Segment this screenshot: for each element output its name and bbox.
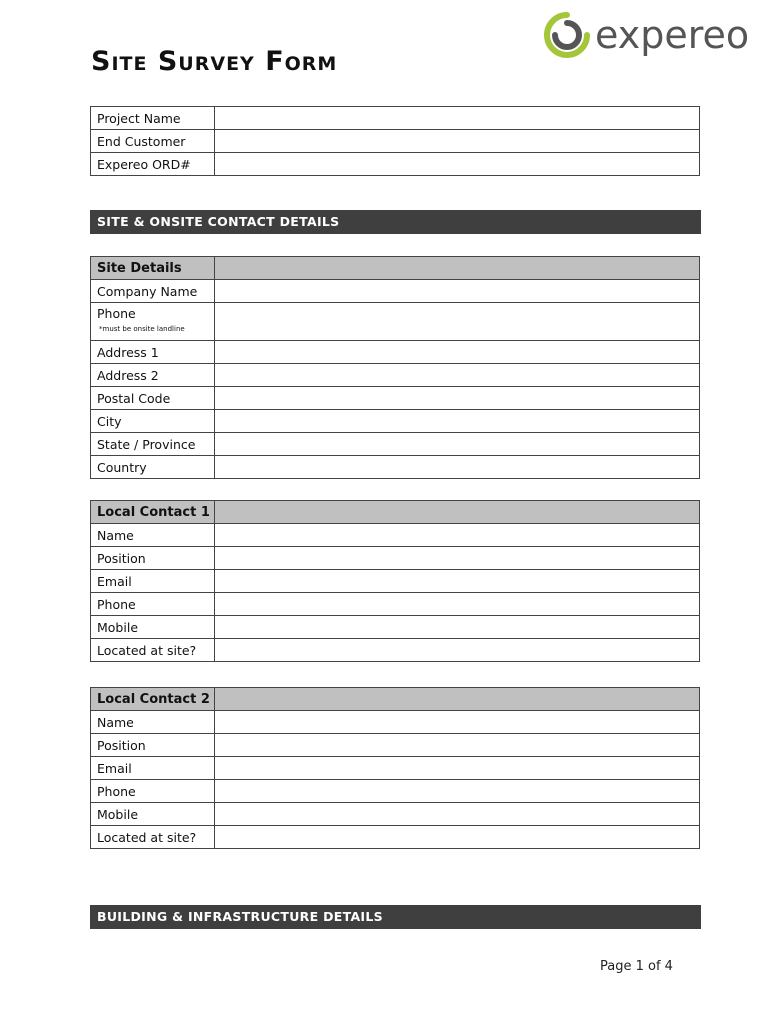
row-label: Project Name <box>91 107 215 130</box>
table-row <box>91 410 700 433</box>
table-row <box>91 456 700 479</box>
table-header-row <box>91 501 700 524</box>
section-bar-contact-details: SITE & ONSITE CONTACT DETAILS <box>90 210 701 234</box>
row-label: Country <box>91 456 215 479</box>
row-label: Position <box>91 734 215 757</box>
table-row <box>91 803 700 826</box>
row-value-field[interactable] <box>215 803 700 826</box>
row-value-field[interactable] <box>215 303 700 341</box>
row-value-field[interactable] <box>215 130 700 153</box>
row-label: Position <box>91 547 215 570</box>
row-value-field[interactable] <box>215 711 700 734</box>
table-row <box>91 639 700 662</box>
table-row <box>91 364 700 387</box>
local-contact-1-table <box>90 500 700 662</box>
row-label: End Customer <box>91 130 215 153</box>
expereo-swirl-icon <box>543 11 591 59</box>
row-value-field[interactable] <box>215 826 700 849</box>
table-heading-fill <box>215 688 700 711</box>
table-row <box>91 387 700 410</box>
site-details-table <box>90 256 700 479</box>
table-header-row <box>91 688 700 711</box>
table-row <box>91 711 700 734</box>
table-row <box>91 593 700 616</box>
row-value-field[interactable] <box>215 153 700 176</box>
page-number: Page 1 of 4 <box>600 959 673 974</box>
table-heading: Site Details <box>91 257 215 280</box>
row-label: Mobile <box>91 616 215 639</box>
row-value-field[interactable] <box>215 734 700 757</box>
table-row <box>91 734 700 757</box>
table-row <box>91 826 700 849</box>
row-label: Phone <box>97 306 136 321</box>
table-heading-fill <box>215 257 700 280</box>
row-label: Postal Code <box>91 387 215 410</box>
page-title: Site Survey Form <box>91 46 338 77</box>
table-row <box>91 616 700 639</box>
row-label: State / Province <box>91 433 215 456</box>
row-value-field[interactable] <box>215 410 700 433</box>
row-label: Located at site? <box>91 639 215 662</box>
row-value-field[interactable] <box>215 639 700 662</box>
row-value-field[interactable] <box>215 757 700 780</box>
table-header-row <box>91 257 700 280</box>
row-label: Address 1 <box>91 341 215 364</box>
table-heading: Local Contact 2 <box>91 688 215 711</box>
table-row <box>91 341 700 364</box>
row-label: Expereo ORD# <box>91 153 215 176</box>
row-label: Name <box>91 524 215 547</box>
table-row <box>91 303 700 341</box>
row-label: City <box>91 410 215 433</box>
row-value-field[interactable] <box>215 616 700 639</box>
row-label: Phone <box>91 593 215 616</box>
row-value-field[interactable] <box>215 570 700 593</box>
row-value-field[interactable] <box>215 433 700 456</box>
row-label: Company Name <box>91 280 215 303</box>
row-value-field[interactable] <box>215 280 700 303</box>
row-label-phone <box>91 303 215 341</box>
row-label: Located at site? <box>91 826 215 849</box>
table-row <box>91 780 700 803</box>
table-row <box>91 130 700 153</box>
row-label: Email <box>91 570 215 593</box>
table-row <box>91 107 700 130</box>
row-value-field[interactable] <box>215 780 700 803</box>
phone-note: *must be onsite landline <box>99 325 185 333</box>
row-value-field[interactable] <box>215 341 700 364</box>
table-row <box>91 570 700 593</box>
row-value-field[interactable] <box>215 524 700 547</box>
expereo-logo <box>543 10 749 60</box>
row-label: Phone <box>91 780 215 803</box>
local-contact-2-table <box>90 687 700 849</box>
project-info-table <box>90 106 700 176</box>
row-label: Mobile <box>91 803 215 826</box>
table-row <box>91 757 700 780</box>
row-value-field[interactable] <box>215 547 700 570</box>
logo-text: expereo <box>595 13 750 57</box>
row-value-field[interactable] <box>215 107 700 130</box>
table-row <box>91 433 700 456</box>
table-row <box>91 153 700 176</box>
row-value-field[interactable] <box>215 456 700 479</box>
table-row <box>91 280 700 303</box>
row-value-field[interactable] <box>215 364 700 387</box>
row-label: Email <box>91 757 215 780</box>
table-heading-fill <box>215 501 700 524</box>
row-value-field[interactable] <box>215 387 700 410</box>
table-row <box>91 547 700 570</box>
row-value-field[interactable] <box>215 593 700 616</box>
section-bar-building-details: BUILDING & INFRASTRUCTURE DETAILS <box>90 905 701 929</box>
row-label: Name <box>91 711 215 734</box>
table-row <box>91 524 700 547</box>
row-label: Address 2 <box>91 364 215 387</box>
table-heading: Local Contact 1 <box>91 501 215 524</box>
